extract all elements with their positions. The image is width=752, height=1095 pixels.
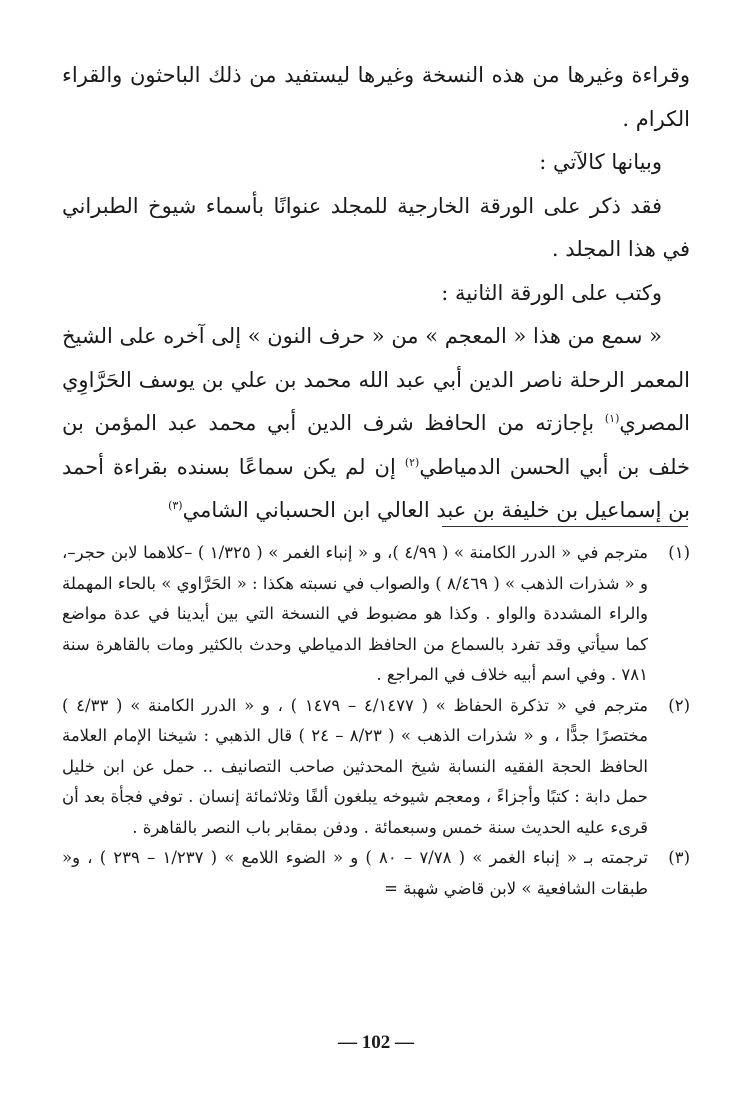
footnote-text: ترجمته بـ « إنباء الغمر » ( ٧/٧٨ – ٨٠ ) و « الضوء اللامع » ( ١/٢٣٧ – ٢٣٩ ) ، و« طبقات الشافعية » لابن قاضي شهبة =	[62, 848, 649, 898]
footnote-text: مترجم في « الدرر الكامنة » ( ٤/٩٩ )، و « إنباء الغمر » ( ١/٣٢٥ ) –كلاهما لابن حجر–، و « شذرات الذهب » ( ٨/٤٦٩ ) والصواب في نسبته هكذا : « الحَرَّاوي » بالحاء المهملة والراء المشددة والواو . وكذا هو مضبوط في النسخة التي بين أيدينا في عدة مواضع كما سيأتي وقد تفرد بالسماع من الحافظ الدمياطي وحدث بالكثير ومات بالقاهرة سنة ٧٨١ . وفي اسم أبيه خلاف في المراجع .	[62, 543, 649, 684]
footnote-3	[62, 843, 690, 904]
footnote-ref-3: (٣)	[168, 499, 183, 512]
footnote-text: مترجم في « تذكرة الحفاظ » ( ٤/١٤٧٧ – ١٤٧٩ ) ، و « الدرر الكامنة » ( ٤/٣٣ ) مختصرًا جدًّا ، و « شذرات الذهب » ( ٨/٢٣ – ٢٤ ) قال الذهبي : شيخنا الإمام العلامة الحافظ الحجة الفقيه النسابة شيخ المحدثين صاحب التصانيف .. حمل عن ابن خليل حمل دابة : كتبًا وأجزاءً ، ومعجم شيوخه يبلغون ألفًا وثلاثمائة إنسان . توفي فجأة بعد أن قرىء عليه الحديث سنة خمس وسبعمائة . ودفن بمقابر باب النصر بالقاهرة .	[62, 695, 649, 837]
footnote-number: (٣)	[668, 848, 690, 867]
footnote-number: (١)	[668, 543, 690, 562]
paragraph-1: وقراءة وغيرها من هذه النسخة وغيرها ليستفيد من ذلك الباحثون والقراء الكرام .	[62, 63, 690, 131]
main-text-body	[62, 54, 690, 533]
footnotes-section	[62, 538, 690, 904]
paragraph-3: فقد ذكر على الورقة الخارجية للمجلد عنوانًا بأسماء شيوخ الطبراني في هذا المجلد .	[62, 193, 690, 261]
paragraph-5-part-c: إن لم يكن سماعًا بسنده بقراءة أحمد بن إسماعيل بن خليفة بن عبد العالي ابن الحسباني الشامي	[62, 454, 690, 522]
paragraph-5	[62, 315, 690, 533]
paragraph-5-part-b: بإجازته من الحافظ شرف الدين أبي محمد عبد المؤمن بن خلف بن أبي الحسن الدمياطي	[62, 411, 690, 479]
footnote-separator	[442, 526, 688, 527]
page-number: — 102 —	[338, 1032, 414, 1053]
footnote-ref-1: (١)	[604, 412, 620, 425]
footnote-1	[62, 538, 690, 691]
paragraph-4: وكتب على الورقة الثانية :	[441, 280, 662, 305]
footnote-number: (٢)	[668, 695, 690, 715]
footnote-ref-2: (٢)	[404, 455, 420, 469]
footnote-2	[62, 691, 690, 844]
paragraph-5-part-a: « سمع من هذا « المعجم » من « حرف النون » إلى آخره على الشيخ المعمر الرحلة ناصر الدين أبي عبد الله محمد بن علي بن يوسف الحَرَّاوِي المصري	[62, 324, 690, 435]
paragraph-2: وبيانها كالآتي :	[539, 150, 662, 174]
